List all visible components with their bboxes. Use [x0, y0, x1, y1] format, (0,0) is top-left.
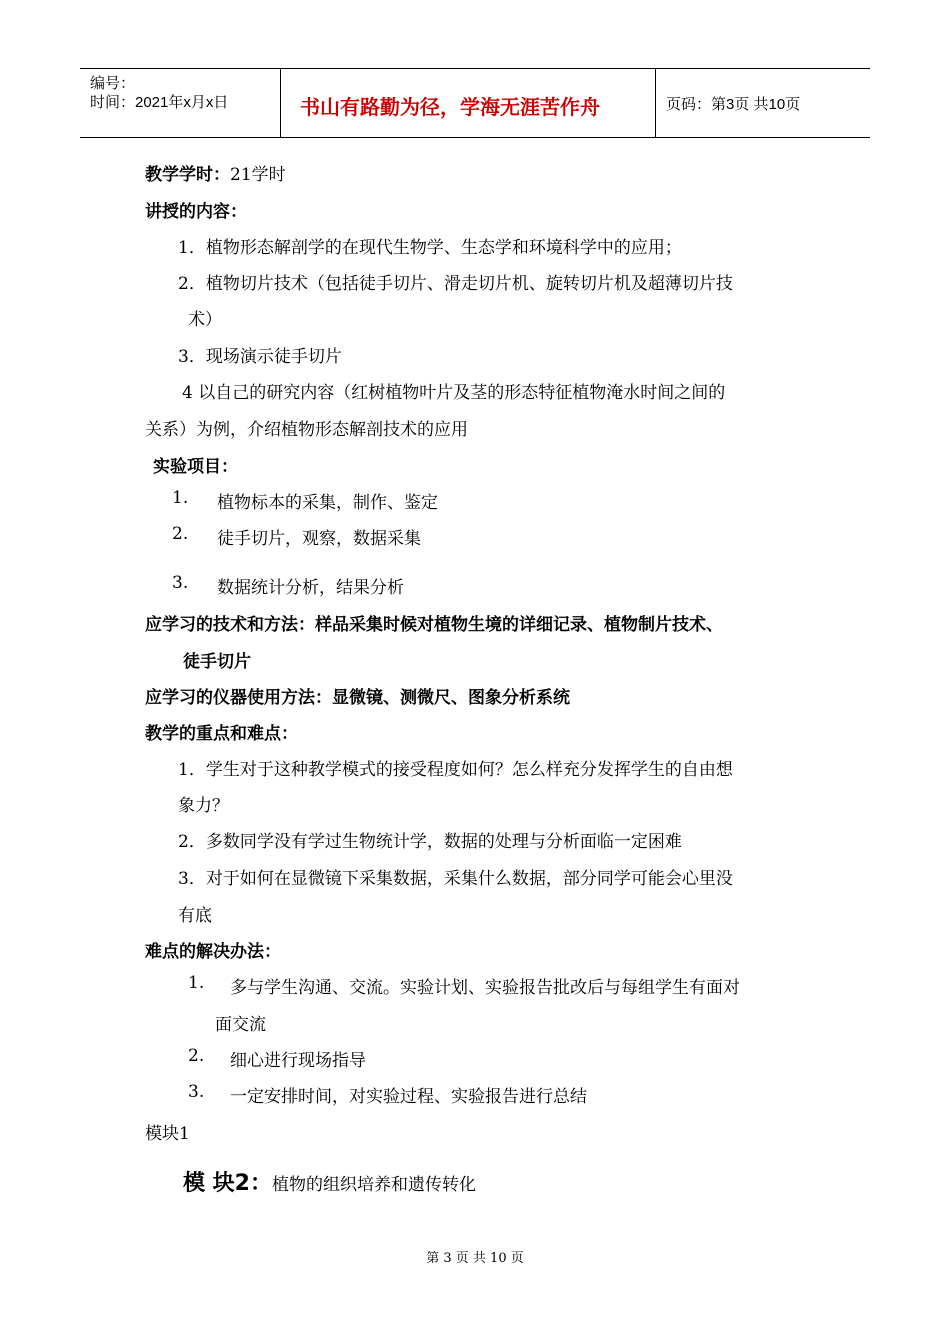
header-meta-cell [80, 69, 281, 137]
module-2-title: 植物的组织培养和遗传转化 [271, 1175, 476, 1195]
key-point: 1．学生对于这种教学模式的接受程度如何？怎么样充分发挥学生的自由想 [178, 760, 733, 780]
taught-item-continuation: 关系）为例，介绍植物形态解剖技术的应用 [145, 420, 468, 440]
experiment-item-num: 2. [172, 524, 189, 544]
solution-num: 2. [188, 1046, 205, 1066]
key-point: 2．多数同学没有学过生物统计学，数据的处理与分析面临一定困难 [178, 832, 682, 852]
page-footer: 第 3 页 共 10 页 [426, 1251, 524, 1266]
header-motto: 书山有路勤为径，学海无涯苦作舟 [300, 95, 600, 119]
taught-item: 4 以自己的研究内容（红树植物叶片及茎的形态特征植物淹水时间之间的 [182, 383, 726, 403]
teaching-hours-label: 教学学时： [145, 165, 230, 185]
header-page-label: 页码：第3页 共10页 [666, 96, 801, 113]
taught-item: 1．植物形态解剖学的在现代生物学、生态学和环境科学中的应用； [178, 238, 682, 258]
number-label: 编号： [90, 75, 136, 92]
solution-text: 一定安排时间，对实验过程、实验报告进行总结 [230, 1087, 587, 1107]
experiment-item-text: 数据统计分析，结果分析 [217, 578, 404, 598]
taught-item-continuation: 术） [188, 310, 222, 330]
module-1-label: 模块1 [145, 1124, 190, 1144]
taught-item: 3．现场演示徒手切片 [178, 347, 342, 367]
techniques-line-continuation: 徒手切片 [183, 652, 251, 672]
solution-num: 3. [188, 1082, 205, 1102]
teaching-hours-value: 21学时 [230, 165, 286, 185]
experiment-heading: 实验项目： [153, 457, 238, 477]
page-header [80, 68, 870, 138]
instruments-line: 应学习的仪器使用方法：显微镜、测微尺、图象分析系统 [145, 688, 570, 708]
techniques-line: 应学习的技术和方法：样品采集时候对植物生境的详细记录、植物制片技术、 [145, 615, 723, 635]
taught-content-heading: 讲授的内容： [145, 202, 247, 222]
experiment-item-text: 植物标本的采集，制作、鉴定 [217, 493, 438, 513]
key-points-heading: 教学的重点和难点： [145, 724, 298, 744]
key-point-continuation: 象力？ [178, 796, 229, 816]
experiment-item-num: 3. [172, 573, 189, 593]
teaching-hours [145, 160, 286, 185]
header-page-cell [655, 69, 871, 137]
time-label: 时间：2021年x月x日 [90, 94, 229, 111]
solutions-heading: 难点的解决办法： [145, 942, 281, 962]
solution-text: 细心进行现场指导 [230, 1051, 366, 1071]
experiment-item-num: 1. [172, 488, 189, 508]
module-2-label: 模 块2： [183, 1171, 272, 1196]
key-point: 3．对于如何在显微镜下采集数据，采集什么数据，部分同学可能会心里没 [178, 869, 733, 889]
module-2-heading [183, 1166, 476, 1197]
solution-num: 1. [188, 973, 205, 993]
taught-item: 2．植物切片技术（包括徒手切片、滑走切片机、旋转切片机及超薄切片技 [178, 274, 733, 294]
experiment-item-text: 徒手切片，观察，数据采集 [217, 529, 421, 549]
solution-text-continuation: 面交流 [215, 1015, 266, 1035]
solution-text: 多与学生沟通、交流。实验计划、实验报告批改后与每组学生有面对 [230, 978, 740, 998]
key-point-continuation: 有底 [178, 906, 212, 926]
